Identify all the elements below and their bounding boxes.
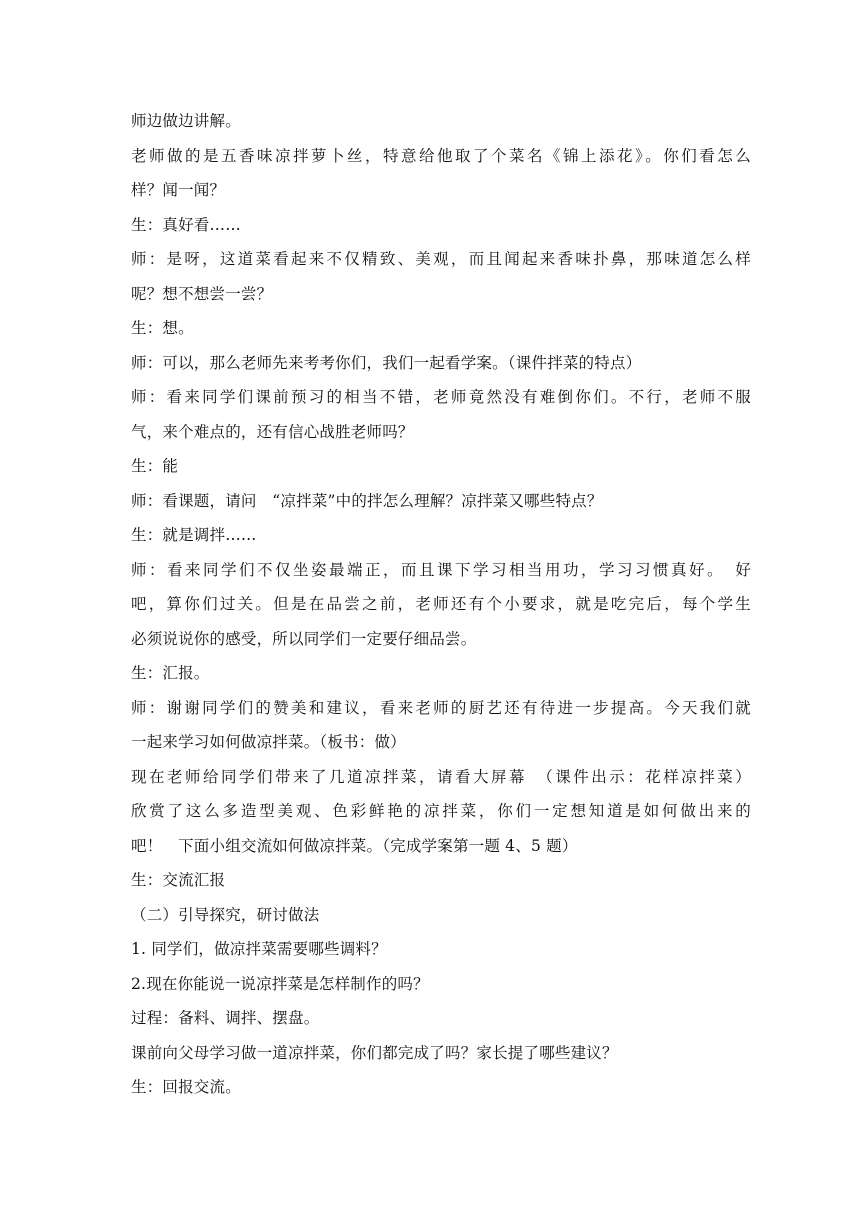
text-line: 1. 同学们，做凉拌菜需要哪些调料？	[131, 940, 387, 958]
text-line: 师：是呀，这道菜看起来不仅精致、美观，而且闻起来香味扑鼻，那味道怎么样	[131, 250, 751, 268]
text-line: 过程：备料、调拌、摆盘。	[131, 1009, 320, 1027]
text-line: 必须说说你的感受，所以同学们一定要仔细品尝。	[131, 629, 477, 648]
text-line: 生：能	[131, 457, 179, 475]
text-line: 吧！ 下面小组交流如何做凉拌菜。（完成学案第一题 4、5 题）	[131, 836, 578, 855]
text-line: 师：看来同学们不仅坐姿最端正，而且课下学习相当用功，学习习惯真好。 好	[131, 560, 751, 579]
text-line: 老师做的是五香味凉拌萝卜丝，特意给他取了个菜名《锦上添花》。你们看怎么	[131, 146, 751, 165]
text-line: 2.现在你能说一说凉拌菜是怎样制作的吗？	[131, 974, 429, 993]
text-line: 吧，算你们过关。但是在品尝之前，老师还有个小要求，就是吃完后，每个学生	[131, 595, 751, 613]
text-line: 课前向父母学习做一道凉拌菜，你们都完成了吗？家长提了哪些建议？	[131, 1043, 618, 1062]
text-line: 气，来个难点的，还有信心战胜老师吗？	[131, 422, 414, 441]
text-line: 生：想。	[131, 319, 194, 337]
section-heading: （二）引导探究，研讨做法	[131, 905, 320, 924]
text-line: 师：看课题，请问 “凉拌菜”中的拌怎么理解？凉拌菜又哪些特点？	[131, 491, 603, 510]
text-line: 现在老师给同学们带来了几道凉拌菜，请看大屏幕 （课件出示：花样凉拌菜）	[131, 767, 751, 786]
text-line: 一起来学习如何做凉拌菜。（板书：做）	[131, 733, 406, 751]
text-line: 生：真好看……	[131, 215, 241, 234]
text-line: 师：看来同学们课前预习的相当不错，老师竟然没有难倒你们。不行，老师不服	[131, 388, 751, 406]
text-line: 生：汇报。	[131, 664, 210, 682]
document-body	[131, 104, 751, 1105]
text-line: 样？闻一闻？	[131, 181, 226, 199]
text-line: 呢？想不想尝一尝？	[131, 284, 273, 303]
text-line: 师：可以，那么老师先来考考你们，我们一起看学案。（课件拌菜的特点）	[131, 353, 642, 372]
text-line: 生：就是调拌……	[131, 526, 257, 544]
text-line: 生：回报交流。	[131, 1078, 241, 1096]
text-line: 生：交流汇报	[131, 871, 226, 889]
text-line: 欣赏了这么多造型美观、色彩鲜艳的凉拌菜，你们一定想知道是如何做出来的	[131, 802, 751, 820]
text-line: 师边做边讲解。	[131, 112, 241, 130]
text-line: 师：谢谢同学们的赞美和建议，看来老师的厨艺还有待进一步提高。今天我们就	[131, 698, 751, 717]
